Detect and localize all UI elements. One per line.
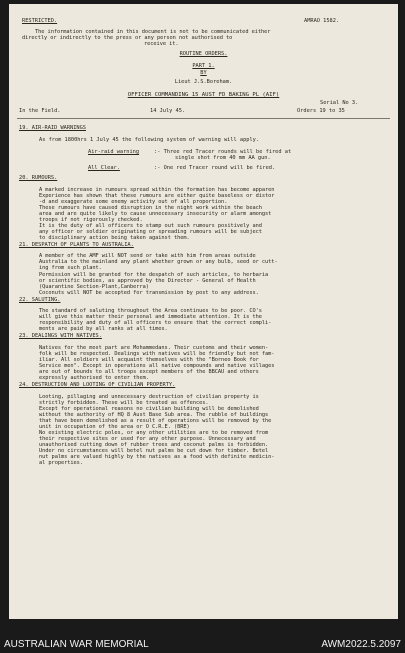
serial-number: Serial No 3. (320, 100, 359, 106)
author-name: Lieut J.S.Boreham. (174, 79, 233, 85)
paragraph-line: without the authority of HQ 8 Aust Base Sub area. The rubble of buildings (39, 412, 269, 418)
section-heading: 21. DESPATCH OF PLANTS TO AUSTRALIA. (19, 242, 134, 248)
paragraph-line: responsibility and duty of all officers to ensure that the correct compli- (39, 320, 272, 326)
paragraph-line: Natives for the most part are Mohammedans. Their customs and their women- (39, 345, 269, 351)
notice-line: directly or indirectly to the press or any person not authorised to (22, 35, 233, 41)
all-clear-label: All Clear. (88, 165, 120, 171)
restricted-label: RESTRICTED. (22, 18, 58, 24)
part-label: PART 1. (192, 63, 215, 69)
unit-title: OFFICER COMMANDING 15 AUST FD BAKING PL (AIF) (127, 92, 280, 98)
section-heading: 20. RUMOURS. (19, 175, 58, 181)
routine-orders-title: ROUTINE ORDERS. (179, 51, 228, 57)
paragraph-line: area and are quite likely to cause unnecessary insecurity or alarm amongst (39, 211, 272, 217)
warning-text: single shot from 40 mm AA gun. (175, 155, 271, 161)
warning-text: :- Three red Tracer rounds will be fired at (154, 149, 292, 155)
section-heading: 23. DEALINGS WITH NATIVES. (19, 333, 102, 339)
paragraph-line: troops if not rigorously checked. (39, 217, 143, 223)
paragraph-line: iliar. All soldiers will acquaint themselves with the "Borneo Book for (39, 357, 259, 363)
section-heading: 24. DESTRUCTION AND LOOTING OF CIVILIAN PROPERTY. (19, 382, 176, 388)
paragraph-line: any officer or soldier originating or spreading rumours will be subject (39, 229, 262, 235)
divider (17, 118, 390, 119)
paragraph-line: their respective sites or used for any other purpose. Unnecessary and (39, 436, 256, 442)
paragraph-line: al properties. (39, 460, 83, 466)
paragraph-line: are out of bounds to all troops except members of the BBCAU and others (39, 369, 259, 375)
paragraph-line: A member of the AMF will NOT send or take with him from areas outside (39, 253, 256, 259)
paragraph-line: -d and exaggerate some enemy activity out of all proportion. (39, 199, 228, 205)
document-date: 14 July 45. (150, 108, 186, 114)
paragraph-line: nut palms are valued highly by the natives as a food with definite medicin- (39, 454, 275, 460)
paragraph-line: No existing electric poles, or any other utilities are to be removed from (39, 430, 269, 436)
paragraph-line: unauthorised cutting down of rubber trees and coconut palms is forbidden. (39, 442, 269, 448)
all-clear-text: :- One red Tracer round will be fired. (154, 165, 276, 171)
notice-line: receive it. (144, 41, 179, 47)
paragraph-line: strictly forbidden. These will be treated as offences. (39, 400, 209, 406)
paragraph-line: will give this matter their personal and immediate attention. It is the (39, 314, 262, 320)
paragraph-line: Except for operational reasons no civilian building will be demolished (39, 406, 259, 412)
paragraph-line: These rumours have caused disruption in the night work within the beach (39, 205, 262, 211)
paragraph-line: ing from such plant. (39, 265, 102, 271)
paragraph-line: It is the duty of all officers to stamp out such rumours positively and (39, 223, 262, 229)
paragraph-line: to disciplinary action being taken against them. (39, 235, 190, 241)
paragraph-line: (Quarantine Section-Plant,Canberra) (39, 284, 149, 290)
paragraph-line: ments are paid by all ranks at all times. (39, 326, 168, 332)
paragraph-line: folk will be respected. Dealings with natives will be friendly but not fam- (39, 351, 275, 357)
warning-label: Air-raid warning (88, 149, 140, 155)
paragraph-line: The standard of saluting throughout the Area continues to be poor. CO's (39, 308, 262, 314)
section-heading: 19. AIR-RAID WARNINGS (19, 125, 86, 131)
paragraph-line: that have been demolished as a result of operations will be removed by the (39, 418, 272, 424)
paragraph-line: Permission will be granted for the despatch of such articles, to herbaria (39, 272, 269, 278)
paragraph-line: Service men". Except in operations all native compounds and native villages (39, 363, 275, 369)
footer-institution: AUSTRALIAN WAR MEMORIAL (4, 639, 149, 650)
document-page (9, 4, 398, 619)
orders-range: Orders 19 to 35 (297, 108, 345, 114)
footer-bar (0, 619, 405, 653)
paragraph-line: A marked increase in rumours spread within the formation has become apparen (39, 187, 275, 193)
paragraph-line: expressly authorised to enter them. (39, 375, 149, 381)
paragraph-line: Coconuts will NOT be accepted for transmission by post to any address. (39, 290, 259, 296)
paragraph-line: Looting, pillaging and unnecessary destruction of civilian property is (39, 394, 259, 400)
location-label: In the Field. (19, 108, 61, 114)
paragraph-line: Under no circumstances will betel nut palms be cut down for timber. Betel (39, 448, 269, 454)
paragraph-line: Experience has shown that these rumours are either quite baseless or distor (39, 193, 275, 199)
footer-accession-number: AWM2022.5.2097 (321, 639, 401, 650)
amrao-number: AMRAO 1582. (304, 18, 340, 24)
paragraph-line: As from 1800hrs 1 July 45 the following system of warning will apply. (39, 137, 260, 143)
by-label: BY (200, 70, 207, 76)
notice-line: The information contained in this document is not to be communicated either (35, 29, 271, 35)
paragraph-line: unit in occupation of the area or O C.R.E. (BRE) (39, 424, 190, 430)
paragraph-line: or scientific bodies, as approved by the Director - General of Health (39, 278, 256, 284)
section-heading: 22. SALUTING. (19, 297, 61, 303)
paragraph-line: Australia to the mainland any plant whether grown or any bulb, seed or cutt- (39, 259, 278, 265)
